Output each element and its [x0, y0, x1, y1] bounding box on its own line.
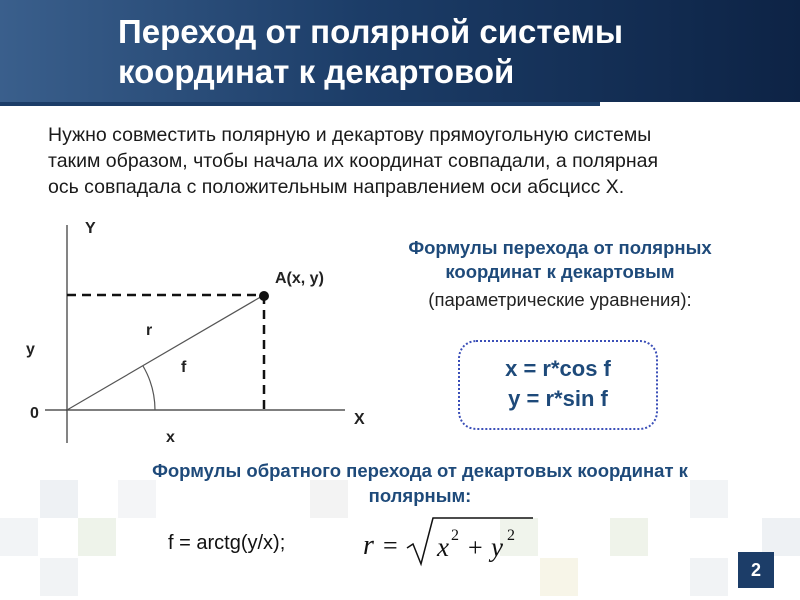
inverse-formulas-heading [60, 458, 780, 508]
parametric-formula-box [458, 340, 658, 430]
equals-sign: = [383, 531, 398, 560]
x-coordinate-label: x [166, 429, 175, 446]
direct-formulas-subheading: (параметрические уравнения): [428, 289, 692, 310]
direct-heading-line-1: Формулы перехода от полярных [408, 237, 712, 258]
origin-label: 0 [30, 405, 39, 422]
tile [762, 518, 800, 556]
x-exponent: 2 [451, 527, 459, 544]
x-axis-label: X [354, 411, 365, 428]
tile [78, 518, 116, 556]
tile [610, 518, 648, 556]
angle-arc [143, 366, 155, 410]
angle-label: f [181, 359, 187, 376]
page-title [118, 12, 623, 92]
title-line-2: координат к декартовой [118, 53, 515, 90]
direct-heading-line-2: координат к декартовым [445, 261, 675, 282]
formula-y: y = r*sin f [508, 386, 608, 411]
inverse-heading-line-1: Формулы обратного перехода от декартовых координат к [152, 460, 688, 481]
radius-label: r [146, 322, 153, 339]
y-axis-label: Y [85, 220, 96, 237]
point-a-marker [259, 291, 269, 301]
formula-x: x = r*cos f [505, 356, 611, 381]
radius-line [67, 295, 264, 410]
coordinate-diagram [0, 205, 380, 450]
plus-sign: + [468, 533, 483, 562]
tile [0, 518, 38, 556]
header-underline [0, 102, 600, 106]
intro-line-3: ось совпадала с положительным направлением оси абсцисс X. [48, 176, 625, 198]
intro-paragraph [48, 122, 768, 200]
tile [40, 558, 78, 596]
radius-formula [355, 512, 555, 572]
direct-formulas-heading [360, 236, 760, 284]
y-exponent: 2 [507, 527, 515, 544]
y-variable: y [491, 532, 503, 562]
arctg-formula: f = arctg(y/x); [168, 532, 286, 554]
r-symbol: r [363, 530, 374, 561]
tile [690, 558, 728, 596]
inverse-heading-line-2: полярным: [368, 485, 472, 506]
intro-line-2: таким образом, чтобы начала их координат совпадали, а полярная [48, 150, 659, 172]
page-number-badge: 2 [738, 552, 774, 588]
y-coordinate-label: y [26, 341, 35, 358]
title-line-1: Переход от полярной системы [118, 13, 624, 50]
x-variable: x [437, 532, 449, 562]
intro-line-1: Нужно совместить полярную и декартову прямоугольную системы [48, 124, 652, 146]
point-label: A(x, y) [275, 270, 324, 287]
